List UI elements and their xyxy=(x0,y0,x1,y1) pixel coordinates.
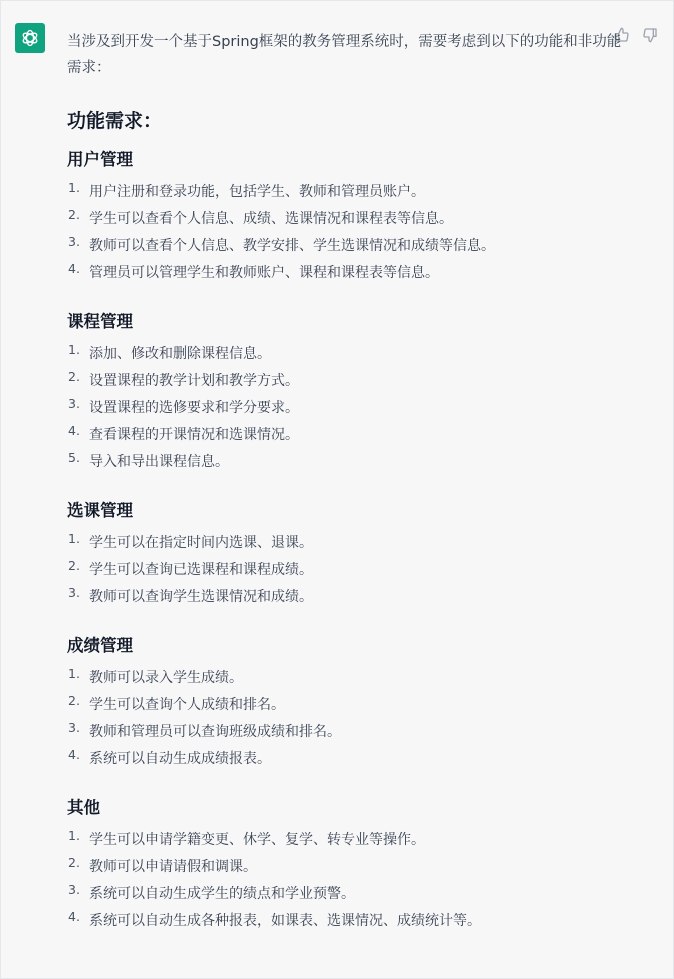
list-item xyxy=(67,341,627,368)
section-title: 成绩管理 xyxy=(67,636,133,655)
intro-text: 当涉及到开发一个基于Spring框架的教务管理系统时，需要考虑到以下的功能和非功能需求： xyxy=(67,34,622,76)
list-item xyxy=(67,881,627,908)
list-item-text: 学生可以查询已选课程和课程成绩。 xyxy=(89,562,313,578)
list-item-text: 添加、修改和删除课程信息。 xyxy=(89,346,271,362)
list-item xyxy=(67,530,627,557)
list-item-text: 教师可以申请请假和调课。 xyxy=(89,859,257,875)
list-item-number: 3. xyxy=(68,234,80,249)
section xyxy=(67,633,627,773)
numbered-list xyxy=(67,530,627,611)
list-item-number: 5. xyxy=(68,450,80,465)
list-item xyxy=(67,449,627,476)
list-item-number: 1. xyxy=(68,828,80,843)
list-item xyxy=(67,584,627,611)
list-item-number: 4. xyxy=(68,747,80,762)
list-item-number: 1. xyxy=(68,666,80,681)
list-item-number: 1. xyxy=(68,531,80,546)
list-item-number: 2. xyxy=(68,693,80,708)
list-item-text: 系统可以自动生成各种报表，如课表、选课情况、成绩统计等。 xyxy=(89,913,481,929)
numbered-list xyxy=(67,665,627,773)
numbered-list xyxy=(67,179,627,287)
list-item-number: 2. xyxy=(68,207,80,222)
list-item-number: 1. xyxy=(68,342,80,357)
list-item-text: 学生可以申请学籍变更、休学、复学、转专业等操作。 xyxy=(89,832,425,848)
list-item-number: 3. xyxy=(68,720,80,735)
thumbs-down-icon[interactable] xyxy=(641,26,659,44)
list-item-number: 3. xyxy=(68,396,80,411)
section-title: 选课管理 xyxy=(67,501,133,520)
list-item xyxy=(67,260,627,287)
list-item xyxy=(67,206,627,233)
section xyxy=(67,795,627,935)
list-item-text: 学生可以查看个人信息、成绩、选课情况和课程表等信息。 xyxy=(89,211,453,227)
section-title: 课程管理 xyxy=(67,312,133,331)
openai-logo-icon xyxy=(15,23,45,53)
requirements-sections xyxy=(67,147,627,935)
list-item xyxy=(67,827,627,854)
list-item xyxy=(67,233,627,260)
list-item-number: 2. xyxy=(68,855,80,870)
list-item-text: 导入和导出课程信息。 xyxy=(89,454,229,470)
list-item xyxy=(67,692,627,719)
numbered-list xyxy=(67,827,627,935)
list-item xyxy=(67,395,627,422)
list-item-text: 学生可以查询个人成绩和排名。 xyxy=(89,697,285,713)
list-item-number: 2. xyxy=(68,558,80,573)
list-item xyxy=(67,908,627,935)
list-item-text: 设置课程的选修要求和学分要求。 xyxy=(89,400,299,416)
list-item-text: 查看课程的开课情况和选课情况。 xyxy=(89,427,299,443)
list-item-number: 4. xyxy=(68,261,80,276)
list-item-number: 4. xyxy=(68,423,80,438)
list-item-text: 教师可以查询学生选课情况和成绩。 xyxy=(89,589,313,605)
list-item xyxy=(67,557,627,584)
list-item-text: 系统可以自动生成学生的绩点和学业预警。 xyxy=(89,886,355,902)
list-item xyxy=(67,746,627,773)
list-item xyxy=(67,422,627,449)
list-item-number: 3. xyxy=(68,882,80,897)
numbered-list xyxy=(67,341,627,476)
list-item-number: 2. xyxy=(68,369,80,384)
assistant-response xyxy=(67,29,627,957)
list-item xyxy=(67,719,627,746)
section xyxy=(67,498,627,611)
list-item-text: 用户注册和登录功能，包括学生、教师和管理员账户。 xyxy=(89,184,425,200)
list-item xyxy=(67,179,627,206)
list-item-text: 管理员可以管理学生和教师账户、课程和课程表等信息。 xyxy=(89,265,439,281)
list-item-text: 学生可以在指定时间内选课、退课。 xyxy=(89,535,313,551)
list-item xyxy=(67,854,627,881)
section-title: 用户管理 xyxy=(67,150,133,169)
section xyxy=(67,147,627,287)
list-item xyxy=(67,665,627,692)
list-item-number: 3. xyxy=(68,585,80,600)
section xyxy=(67,309,627,476)
list-item-text: 教师可以查看个人信息、教学安排、学生选课情况和成绩等信息。 xyxy=(89,238,495,254)
list-item xyxy=(67,368,627,395)
main-heading: 功能需求： xyxy=(67,110,163,132)
section-title: 其他 xyxy=(67,798,100,817)
list-item-number: 1. xyxy=(68,180,80,195)
list-item-text: 教师和管理员可以查询班级成绩和排名。 xyxy=(89,724,341,740)
list-item-text: 系统可以自动生成成绩报表。 xyxy=(89,751,271,767)
list-item-text: 设置课程的教学计划和教学方式。 xyxy=(89,373,299,389)
list-item-number: 4. xyxy=(68,909,80,924)
list-item-text: 教师可以录入学生成绩。 xyxy=(89,670,243,686)
